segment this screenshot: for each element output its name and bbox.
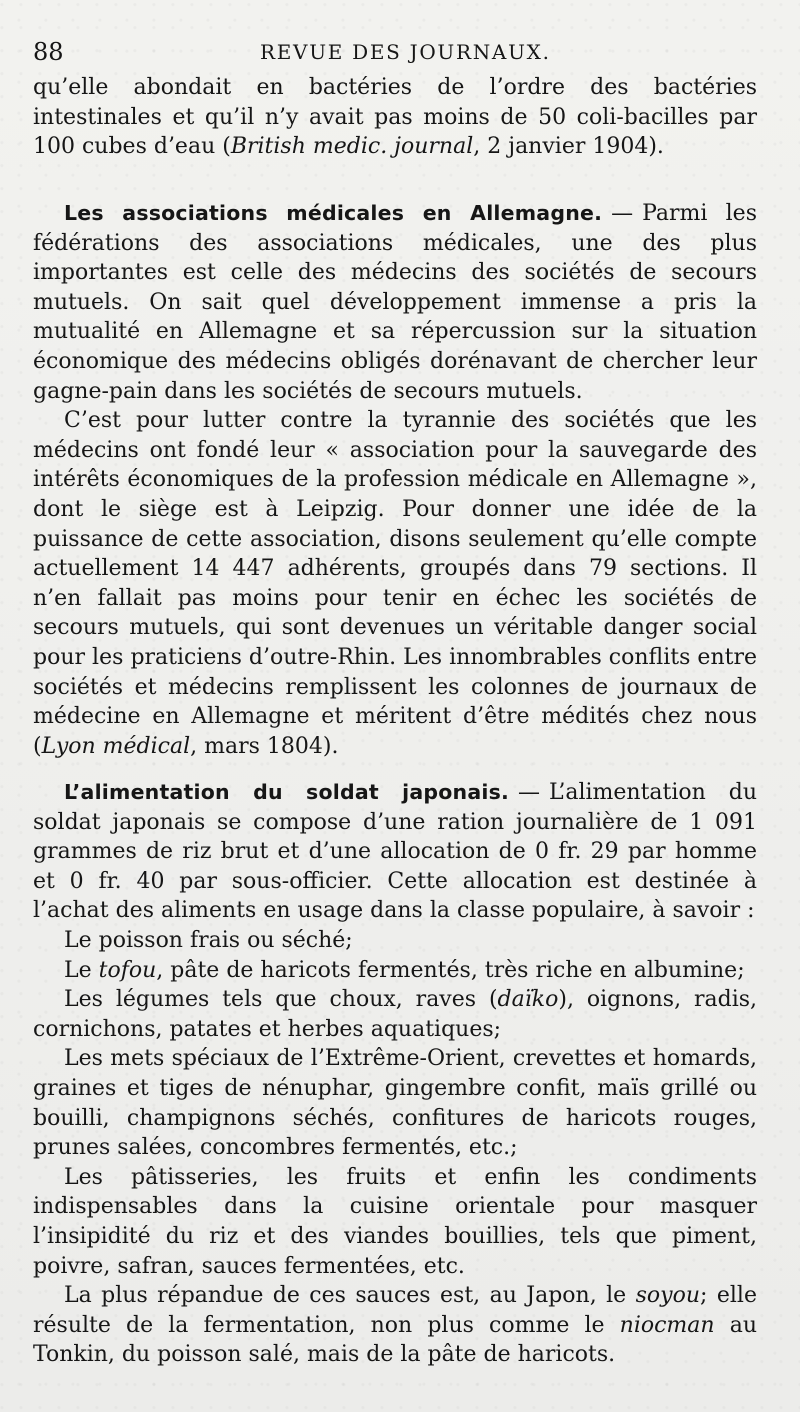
article-japanese-soldier-diet	[33, 778, 757, 1370]
niocman-term: niocman	[619, 1312, 715, 1338]
sauce-text-end: au Tonkin, du poisson salé, mais de la pâte de haricots.	[33, 1312, 757, 1368]
article-german-medical-associations	[33, 199, 757, 761]
food-item-vegetables	[33, 985, 757, 1044]
article-german-dash: —	[611, 201, 634, 226]
article-german-paragraph-1	[33, 199, 757, 406]
food-item-tofou-start: Le	[64, 957, 99, 983]
continued-paragraph	[33, 73, 757, 162]
food-item-special-dishes: Les mets spéciaux de l’Extrême-Orient, crevettes et homards, graines et tiges de nénuphar, gingembre confit, maïs grillé ou bouilli, champignons séchés, confitures de haricots rouges, prunes salées, concombres fermentés, etc.;	[33, 1046, 757, 1161]
article-german-text-2: C’est pour lutter contre la tyrannie des sociétés que les médecins ont fondé leur « association pour la sauvegarde des intérêts économiques de la profession médicale en Allemagne », dont le siège est à Leipzig. Pour donner une idée de la puissance de cette association, disons seulement qu’elle compte actuellement 14 447 adhérents, groupés dans 79 sections. Il n’en fallait pas moins pour tenir en échec les sociétés de secours mutuels, qui sont devenues un véritable danger social pour les praticiens d’outre-Rhin. Les innombrables conflits entre sociétés et médecins remplissent les colonnes de journaux de médecine en Allemagne et méritent d’être médités chez nous (	[33, 408, 757, 759]
food-item-pastries-condiments: Les pâtisseries, les fruits et enfin les condiments indispensables dans la cuisine orientale pour masquer l’insipidité du riz et des viandes bouillies, tels que piment, poivre, safran, sauces fermentées, etc.	[33, 1164, 757, 1279]
continued-paragraph-text	[33, 73, 757, 162]
continued-citation: British medic. journal	[230, 134, 474, 160]
food-item-tofou-term: tofou	[98, 957, 157, 983]
article-german-paragraph-2	[33, 406, 757, 761]
sauce-text-start: La plus répandue de ces sauces est, au Japon, le	[64, 1283, 636, 1309]
food-item-vegetables-end: ), oignons, radis, cornichons, patates et herbes aquatiques;	[33, 987, 758, 1042]
continued-text-end: , 2 janvier 1904).	[473, 134, 664, 160]
page-header	[33, 36, 753, 68]
article-japanese-dash: —	[518, 780, 540, 805]
food-item-vegetables-start: Les légumes tels que choux, raves (	[64, 987, 498, 1013]
article-german-title: Les associations médicales en Allemagne.	[64, 201, 603, 225]
sauce-text-middle: ; elle résulte de la fermentation, non plus comme le	[33, 1283, 757, 1338]
article-german-text-1: Parmi les fédérations des associations médicales, une des plus importantes est celle des médecins des sociétés de secours mutuels. On sait quel développement immense a pris la mutualité en Allemagne et sa répercussion sur la situation économique des médecins obligés dorénavant de chercher leur gagne-pain dans les sociétés de secours mutuels.	[33, 201, 757, 404]
food-item-fish: Le poisson frais ou séché;	[64, 927, 353, 953]
article-german-citation-end: , mars 1804).	[190, 733, 339, 759]
food-item-daiko-term: daïko	[497, 987, 559, 1013]
continued-text-start: qu’elle abondait en bactéries de l’ordre des bactéries intestinales et qu’il n’y avait pas moins de 50 coli-bacilles par 100 cubes d’eau (	[33, 75, 757, 160]
running-head: REVUE DES JOURNAUX.	[260, 40, 551, 64]
article-japanese-final-paragraph	[33, 1281, 757, 1370]
soyou-term: soyou	[635, 1283, 701, 1309]
article-japanese-intro-text: L’alimentation du soldat japonais se compose d’une ration journalière de 1 091 grammes de riz brut et d’une allocation de 0 fr. 29 par homme et 0 fr. 40 par sous-officier. Cette allocation est destinée à l’achat des aliments en usage dans la classe populaire, à savoir :	[33, 780, 757, 924]
food-item-tofou-end: , pâte de haricots fermentés, très riche en albumine;	[156, 957, 745, 983]
food-item-tofou	[33, 956, 757, 986]
page-number: 88	[33, 38, 64, 66]
article-japanese-title: L’alimentation du soldat japonais.	[64, 780, 509, 804]
article-german-citation: Lyon médical	[41, 733, 191, 759]
article-japanese-intro	[33, 778, 757, 926]
